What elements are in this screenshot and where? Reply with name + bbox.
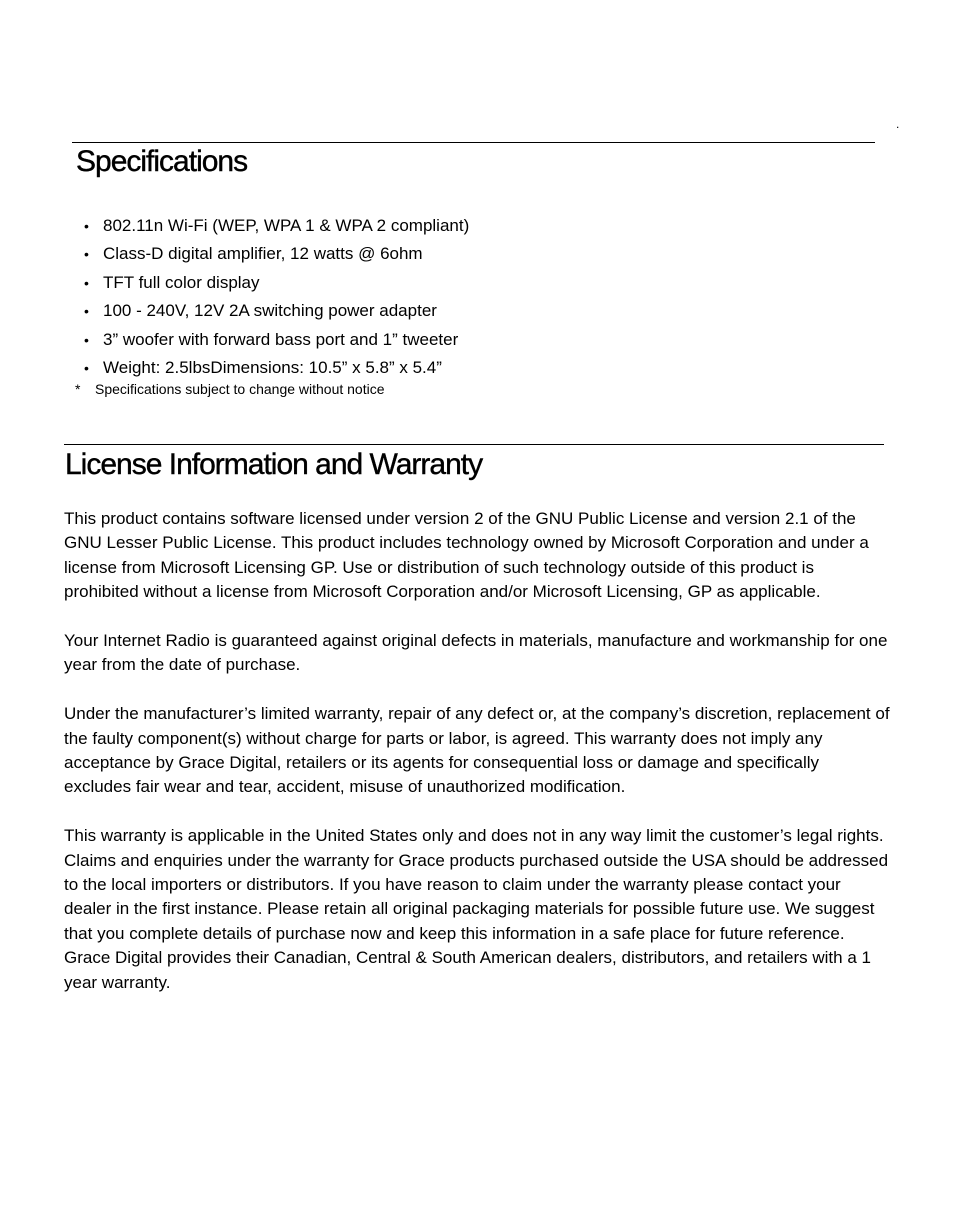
stray-dot-mark: . (896, 117, 900, 131)
bullet-icon: • (84, 331, 89, 348)
spec-item (84, 297, 469, 325)
specifications-footnote (75, 380, 385, 398)
footnote-asterisk: * (75, 381, 81, 397)
bullet-icon: • (84, 218, 89, 234)
license-paragraph: This product contains software licensed under version 2 of the GNU Public License and version 2.1 of the GNU Lesser Public License. This product includes technology owned by Microsoft Corporation and under a license from Microsoft Licensing GP. Use or distribution of such technology outside of this product is prohibited without a license from Microsoft Corporation and/or Microsoft Licensing, GP as applicable. (64, 509, 869, 602)
spec-item-text: TFT full color display (103, 272, 260, 292)
limited-warranty-paragraph: Under the manufacturer’s limited warranty, repair of any defect or, at the company’s discretion, replacement of the faulty component(s) without charge for parts or labor, is agreed. This warranty does not imply any acceptance by Grace Digital, retailers or its agents for consequential loss or damage and specifically excludes fair wear and tear, accident, misuse of unauthorized modification. (64, 704, 890, 797)
spec-item (84, 354, 469, 382)
spec-item-text: 100 - 240V, 12V 2A switching power adapter (103, 301, 437, 321)
spec-item-text: Weight: 2.5lbsDimensions: 10.5” x 5.8” x 5.4” (103, 357, 442, 377)
specifications-heading: Specifications (76, 145, 248, 178)
bullet-icon: • (84, 303, 89, 320)
spec-item (84, 212, 469, 240)
spec-item (84, 240, 469, 268)
footnote-text: Specifications subject to change without notice (95, 381, 385, 397)
spec-item-text: 802.11n Wi-Fi (WEP, WPA 1 & WPA 2 compliant) (103, 216, 470, 235)
license-heading: License Information and Warranty (65, 448, 483, 481)
spec-item (84, 326, 469, 354)
spec-item-text: 3” woofer with forward bass port and 1” tweeter (103, 329, 459, 349)
bullet-icon: • (84, 246, 89, 263)
license-divider (64, 444, 884, 445)
spec-item (84, 269, 469, 297)
spec-item-text: Class-D digital amplifier, 12 watts @ 6ohm (103, 244, 423, 264)
specifications-list (84, 212, 469, 382)
bullet-icon: • (84, 359, 89, 376)
specifications-divider (72, 142, 875, 143)
license-body (64, 507, 890, 1019)
warranty-guarantee-paragraph: Your Internet Radio is guaranteed against original defects in materials, manufacture and workmanship for one year from the date of purchase. (64, 631, 888, 675)
bullet-icon: • (84, 274, 89, 291)
warranty-applicability-paragraph: This warranty is applicable in the United States only and does not in any way limit the customer’s legal rights. Claims and enquiries under the warranty for Grace products purchased outside the USA should be addressed to the local importers or distributors. If you have reason to claim under the warranty please contact your dealer in the first instance. Please retain all original packaging materials for possible future use. We suggest that you complete details of purchase now and keep this information in a safe place for future reference. Grace Digital provides their Canadian, Central & South American dealers, distributors, and retailers with a 1 year warranty. (64, 826, 889, 992)
